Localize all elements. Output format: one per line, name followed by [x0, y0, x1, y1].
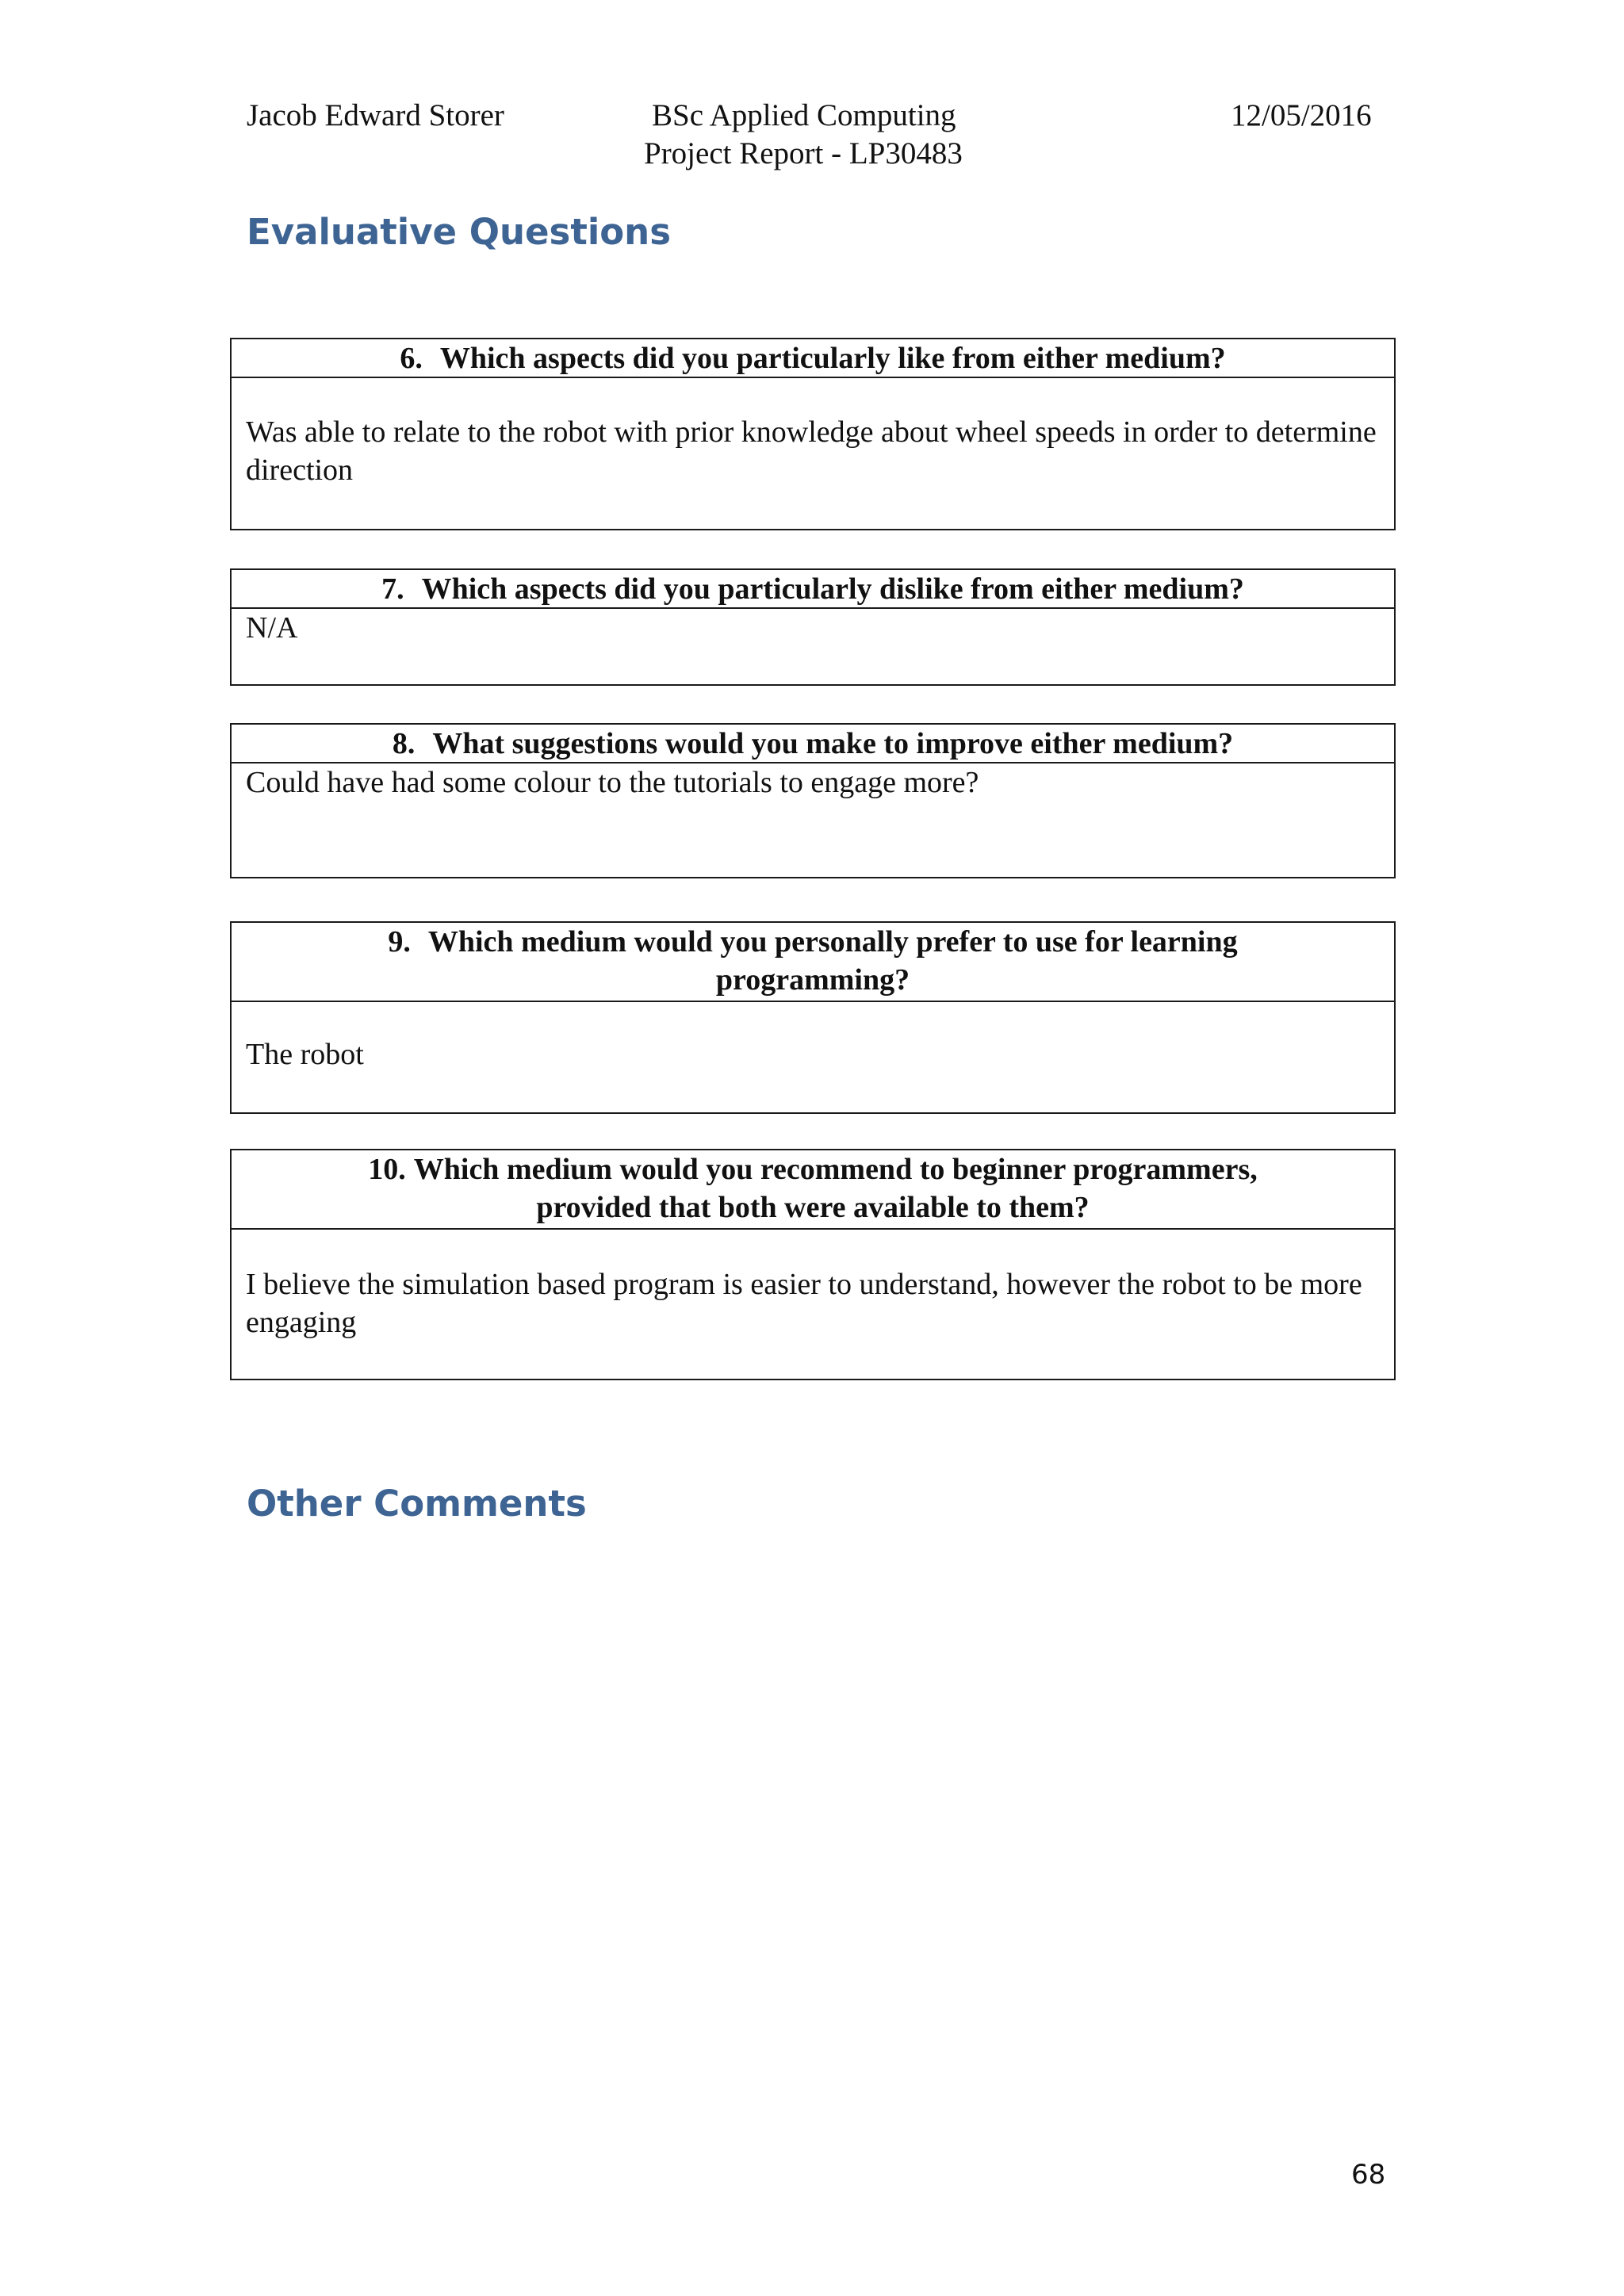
question-header: [232, 725, 1394, 763]
question-box-7: [230, 568, 1396, 686]
question-box-9: [230, 921, 1396, 1114]
header-course-line-2: Project Report - LP30483: [644, 136, 963, 170]
page-number: 68: [1351, 2159, 1386, 2191]
question-number: 10.: [368, 1153, 406, 1186]
question-number: 6.: [400, 342, 423, 375]
question-box-10: [230, 1149, 1396, 1380]
question-text: Which medium would you recommend to beginner programmers, provided that both were available to them?: [413, 1153, 1258, 1224]
question-header: [232, 1150, 1394, 1230]
question-text: Which aspects did you particularly like from either medium?: [439, 342, 1226, 375]
question-box-6: [230, 338, 1396, 530]
question-header: [232, 339, 1394, 378]
header-course-line-1: BSc Applied Computing: [652, 98, 956, 132]
answer-text: Could have had some colour to the tutorials to engage more?: [246, 766, 979, 799]
question-text: Which aspects did you particularly dislike from either medium?: [421, 572, 1244, 606]
question-header: [232, 570, 1394, 609]
question-number: 8.: [392, 727, 416, 760]
question-text: What suggestions would you make to improve either medium?: [432, 727, 1234, 760]
header-date: 12/05/2016: [1231, 98, 1372, 132]
answer-text: I believe the simulation based program is easier to understand, however the robot to be more engaging: [246, 1268, 1362, 1339]
evaluative-questions-heading: Evaluative Questions: [247, 211, 671, 253]
question-number: 9.: [388, 925, 411, 959]
question-number: 7.: [381, 572, 404, 606]
answer-text: Was able to relate to the robot with prior knowledge about wheel speeds in order to determine direction: [246, 415, 1377, 487]
question-text: Which medium would you personally prefer to use for learning programming?: [427, 925, 1238, 997]
question-box-8: [230, 723, 1396, 878]
other-comments-heading: Other Comments: [247, 1483, 587, 1525]
answer-text: N/A: [246, 611, 298, 645]
answer-text: The robot: [246, 1038, 364, 1071]
question-header: [232, 923, 1394, 1002]
header-author: Jacob Edward Storer: [247, 98, 504, 132]
header-course: [644, 97, 963, 173]
